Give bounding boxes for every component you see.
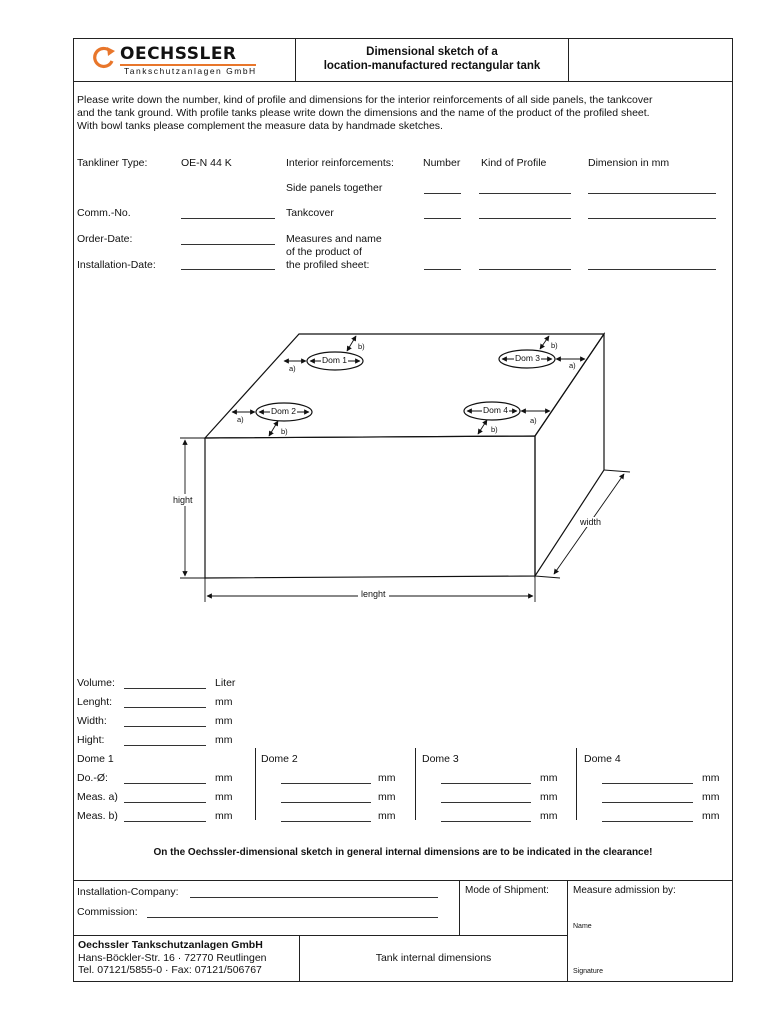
dome-2-b-label: b) [281,427,288,436]
logo-subtitle: Tankschutzanlagen GmbH [124,66,257,76]
dome-1-b-label: b) [358,342,365,351]
lenght-unit: mm [215,696,233,708]
footer-mid-line [73,935,567,936]
clearance-note: On the Oechssler-dimensional sketch in general internal dimensions are to be indicated in the clearance! [153,847,653,858]
hight-field-label: Hight: [77,734,105,746]
dome-2-a-label: a) [237,415,244,424]
dome-1-a-label: Meas. a) [77,791,118,803]
lenght-field[interactable] [124,707,206,708]
dome-1-do-unit: mm [215,772,233,784]
page-title [296,45,568,73]
dome-2-do-unit: mm [378,772,396,784]
profiled-kind-field[interactable] [479,269,571,270]
dome-4-b-field[interactable] [602,821,693,822]
dome-4-label: Dom 4 [483,405,509,415]
footer-divider-admission [567,880,568,982]
dome-3-a-field[interactable] [441,802,531,803]
width-unit: mm [215,715,233,727]
volume-unit: Liter [215,677,236,689]
dome-2-heading: Dome 2 [261,753,298,765]
mode-of-shipment-label: Mode of Shipment: [465,885,549,896]
dome-1-b-unit: mm [215,810,233,822]
width-field-label: Width: [77,715,107,727]
dome-2-b-unit: mm [378,810,396,822]
dome-4-heading: Dome 4 [584,753,621,765]
volume-field[interactable] [124,688,206,689]
number-label: Number [423,157,461,169]
lenght-field-label: Lenght: [77,696,113,708]
dome-4-a-field[interactable] [602,802,693,803]
tankliner-label: Tankliner Type: [77,157,148,169]
company-address-block [78,939,267,977]
intro-line-2: and the tank ground. With profile tanks please write down the dimensions and the name of the product of the profiled sheet. [77,107,650,119]
company-phone: Tel. 07121/5855-0 · Fax: 07121/506767 [78,964,262,976]
dome-3-do-unit: mm [540,772,558,784]
measure-admission-label: Measure admission by: [573,885,676,896]
dome-3-b-unit: mm [540,810,558,822]
order-label: Order-Date: [77,233,133,245]
intro-line-3: With bowl tanks please complement the measure data by handmade sketches. [77,120,443,132]
tankcover-kind-field[interactable] [479,218,571,219]
header-divider [73,81,733,82]
logo-word: OECHSSLER [120,44,237,64]
dome-3-heading: Dome 3 [422,753,459,765]
dome-divider-1 [255,748,256,820]
name-label: Name [573,923,592,930]
volume-label: Volume: [77,677,115,689]
width-label: width [580,517,602,527]
dome-2-label: Dom 2 [271,406,297,416]
company-name: Oechssler Tankschutzanlagen GmbH [78,939,263,951]
profiled-number-field[interactable] [424,269,461,270]
measures-line-3: the profiled sheet: [286,259,370,271]
dome-1-b-label: Meas. b) [77,810,118,822]
measures-line-2: of the product of [286,246,362,258]
install-field[interactable] [181,269,275,270]
dome-1-a-field[interactable] [124,802,206,803]
dome-divider-3 [576,748,577,820]
installation-company-label: Installation-Company: [77,886,179,898]
title-line-1: Dimensional sketch of a [366,46,498,58]
tank-internal-label: Tank internal dimensions [375,952,492,964]
dome-3-do-field[interactable] [441,783,531,784]
width-field[interactable] [124,726,206,727]
dome-1-do-label: Do.-Ø: [77,772,108,784]
logo-arrow-icon [88,45,120,69]
comm-label: Comm.-No. [77,207,131,219]
dome-1-heading: Dome 1 [77,753,114,765]
footer-top-line [73,880,733,881]
hight-field[interactable] [124,745,206,746]
comm-field[interactable] [181,218,275,219]
side-panels-dimension-field[interactable] [588,193,716,194]
side-panels-number-field[interactable] [424,193,461,194]
form-frame [73,38,733,982]
side-panels-kind-field[interactable] [479,193,571,194]
signature-label: Signature [573,968,603,975]
dome-1-a-label: a) [289,364,296,373]
dome-1-b-field[interactable] [124,821,206,822]
profiled-dimension-field[interactable] [588,269,716,270]
kind-label: Kind of Profile [481,157,547,169]
dome-1-do-field[interactable] [124,783,206,784]
dome-3-b-label: b) [551,341,558,350]
side-panels-label: Side panels together [286,182,383,194]
company-address: Hans-Böckler-Str. 16 · 72770 Reutlingen [78,951,267,964]
dome-3-b-field[interactable] [441,821,531,822]
header-divider-title [568,38,569,81]
order-field[interactable] [181,244,275,245]
measures-line-1: Measures and name [286,233,382,245]
tankcover-number-field[interactable] [424,218,461,219]
dome-1-label: Dom 1 [322,355,348,365]
hight-label: hight [173,495,193,505]
interior-label: Interior reinforcements: [286,157,394,169]
dome-2-do-field[interactable] [281,783,371,784]
footer-divider-shipment [459,880,460,935]
dome-2-a-unit: mm [378,791,396,803]
installation-company-field[interactable] [190,897,438,898]
commission-field[interactable] [147,917,438,918]
dome-4-b-label: b) [491,425,498,434]
hight-unit: mm [215,734,233,746]
dome-4-b-unit: mm [702,810,720,822]
dome-3-a-label: a) [569,361,576,370]
dome-4-do-unit: mm [702,772,720,784]
dome-3-a-unit: mm [540,791,558,803]
dome-divider-2 [415,748,416,820]
dome-2-a-field[interactable] [281,802,371,803]
dome-1-a-unit: mm [215,791,233,803]
intro-text [77,94,727,133]
measures-label [286,233,382,271]
tankcover-dimension-field[interactable] [588,218,716,219]
dome-4-a-label: a) [530,416,537,425]
commission-label: Commission: [77,906,138,918]
logo [84,42,284,78]
dimension-label: Dimension in mm [588,157,670,169]
intro-line-1: Please write down the number, kind of profile and dimensions for the interior reinforcements of all side panels, the tankcover [77,94,653,106]
dome-3-label: Dom 3 [515,353,541,363]
tankcover-label: Tankcover [286,207,334,219]
title-line-2: location-manufactured rectangular tank [323,60,541,72]
tankliner-value: OE-N 44 K [181,157,232,169]
dome-2-b-field[interactable] [281,821,371,822]
lenght-label: lenght [358,589,389,599]
install-label: Installation-Date: [77,259,156,271]
dome-4-a-unit: mm [702,791,720,803]
dome-4-do-field[interactable] [602,783,693,784]
